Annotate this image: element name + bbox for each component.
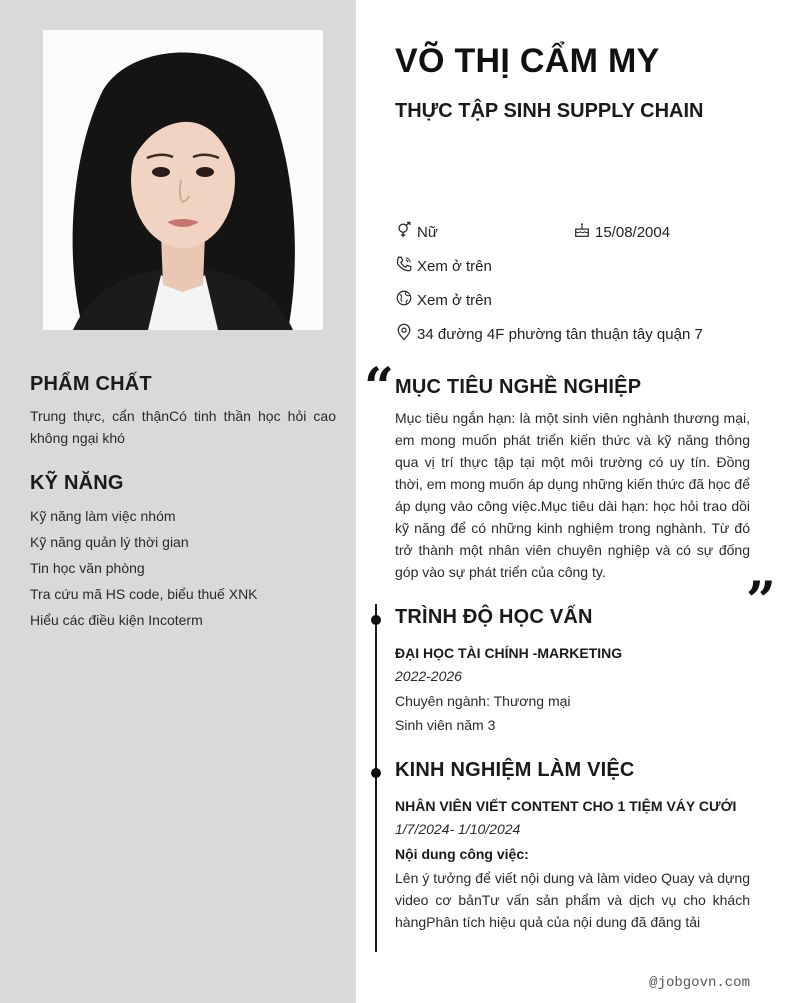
skills-title: KỸ NĂNG xyxy=(30,472,124,494)
objective-title: MỤC TIÊU NGHỀ NGHIỆP xyxy=(395,376,642,398)
website-info[interactable] xyxy=(395,289,492,311)
left-sidebar xyxy=(0,0,356,1003)
portrait-photo xyxy=(43,30,323,330)
watermark: @jobgovn.com xyxy=(649,975,750,991)
skill-item: Tin học văn phòng xyxy=(30,560,145,576)
skill-item: Kỹ năng làm việc nhóm xyxy=(30,508,176,524)
address-value: 34 đường 4F phường tân thuận tây quận 7 xyxy=(417,325,703,343)
experience-role: NHÂN VIÊN VIẾT CONTENT CHO 1 TIỆM VÁY CƯỚI xyxy=(395,798,737,814)
location-pin-icon xyxy=(395,323,417,345)
globe-icon xyxy=(395,289,417,311)
gender-icon xyxy=(395,221,417,243)
gender-info xyxy=(395,221,438,243)
open-quote-icon: “ xyxy=(364,357,394,418)
experience-period: 1/7/2024- 1/10/2024 xyxy=(395,821,521,837)
education-period: 2022-2026 xyxy=(395,668,462,684)
candidate-name: VÕ THỊ CẨM MY xyxy=(395,42,660,80)
phone-value: Xem ở trên xyxy=(417,257,492,275)
gender-value: Nữ xyxy=(417,223,438,241)
address-info xyxy=(395,323,703,345)
qualities-text: Trung thực, cẩn thậnCó tinh thần học hỏi cao không ngại khó xyxy=(30,408,336,446)
objective-text: Mục tiêu ngắn hạn: là một sinh viên nghành thương mại, em mong muốn phát triển kiến thức và kỹ năng thông qua vị trí thực tập tại một môi trường có uy tín. Đồng thời, em mong muốn áp dụng những kiến thức đã học để áp dụng vào công việc.Mục tiêu dài hạn: học hỏi trao dồi kỹ năng để có những kinh nghiệm trong nghành. Từ đó trở thành một nhân viên chuyên nghiệp và có sự đống góp vào sự phát triển của công ty. xyxy=(395,410,750,580)
education-title: TRÌNH ĐỘ HỌC VẤN xyxy=(395,606,593,628)
experience-title: KINH NGHIỆM LÀM VIỆC xyxy=(395,759,635,781)
education-major: Chuyên ngành: Thương mại xyxy=(395,693,571,709)
cake-icon xyxy=(573,221,595,243)
phone-icon xyxy=(395,255,417,277)
education-school: ĐẠI HỌC TÀI CHÍNH -MARKETING xyxy=(395,645,623,661)
timeline-dot-icon xyxy=(371,615,381,625)
dob-info xyxy=(573,221,670,243)
timeline-line xyxy=(375,604,377,952)
dob-value: 15/08/2004 xyxy=(595,223,671,241)
timeline-dot-icon xyxy=(371,768,381,778)
qualities-title: PHẨM CHẤT xyxy=(30,373,152,395)
close-quote-icon: ” xyxy=(746,571,776,632)
experience-duties-label: Nội dung công việc: xyxy=(395,846,529,862)
experience-duties-text: Lên ý tưởng để viết nội dung và làm video Quay và dựng video cơ bảnTư vấn sản phẩm và dịch vụ cho khách hàngPhân tích hiệu quả của nội dung đã đăng tải xyxy=(395,870,750,930)
website-value: Xem ở trên xyxy=(417,291,492,309)
skill-item: Hiểu các điều kiện Incoterm xyxy=(30,612,203,628)
phone-info[interactable] xyxy=(395,255,492,277)
skill-item: Tra cứu mã HS code, biểu thuế XNK xyxy=(30,586,258,602)
skill-item: Kỹ năng quản lý thời gian xyxy=(30,534,189,550)
skills-list xyxy=(30,505,258,635)
education-year: Sinh viên năm 3 xyxy=(395,717,496,733)
job-title: THỰC TẬP SINH SUPPLY CHAIN xyxy=(395,100,704,122)
